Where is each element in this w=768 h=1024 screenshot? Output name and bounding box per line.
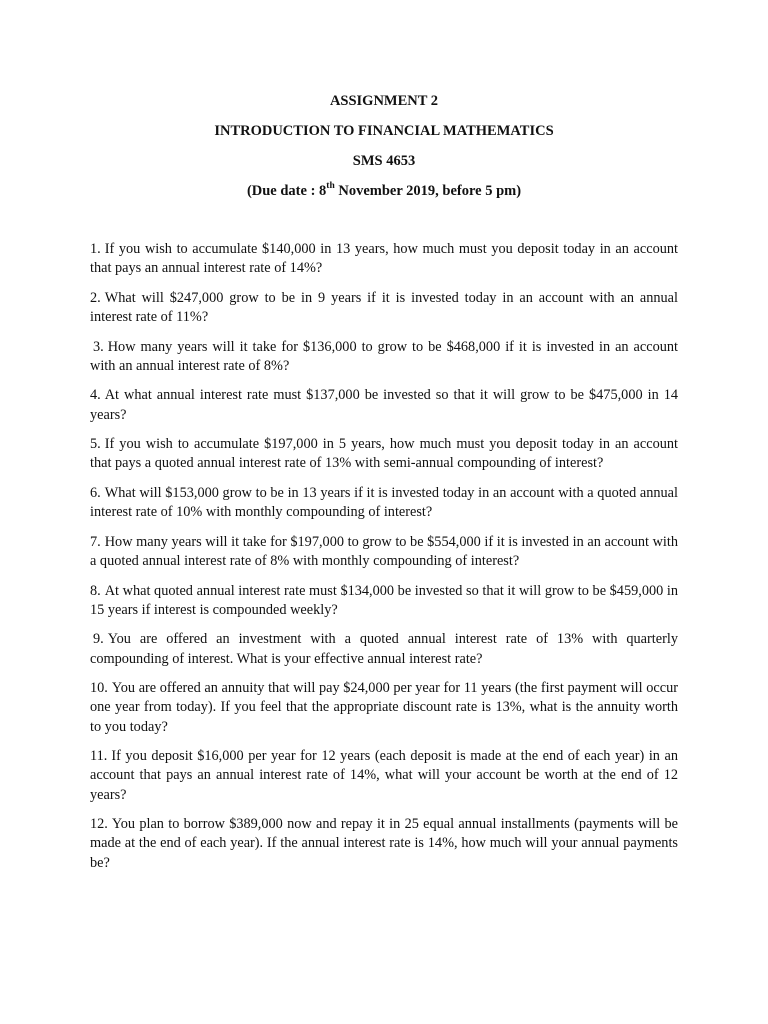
question-number: 11.	[90, 748, 108, 765]
question-text: You are offered an investment with a quoted annual interest rate of 13% with quarterly compounding of interest. What is your effective annual interest rate?	[90, 631, 678, 667]
question-item	[90, 582, 678, 620]
question-number: 5.	[90, 436, 101, 453]
question-text: What will $153,000 grow to be in 13 years if it is invested today in an account with a quoted annual interest rate of 10% with monthly compounding of interest?	[90, 484, 678, 521]
question-number: 4.	[90, 387, 101, 404]
question-item	[90, 747, 678, 805]
question-item	[90, 240, 678, 278]
question-text: If you wish to accumulate $140,000 in 13 years, how much must you deposit today in an account that pays an annual interest rate of 14%?	[90, 241, 678, 277]
assignment-header	[0, 92, 768, 212]
question-number: 7.	[90, 533, 101, 550]
question-number: 9.	[93, 631, 104, 648]
question-number: 3.	[93, 338, 104, 355]
question-item	[90, 815, 678, 873]
course-code: SMS 4653	[352, 153, 416, 169]
question-item	[90, 630, 678, 668]
question-item	[90, 484, 678, 522]
question-list	[90, 240, 678, 883]
question-number: 1.	[90, 241, 101, 257]
question-text: You are offered an annuity that will pay $24,000 per year for 11 years (the first payment will occur one year from today). If you feel that the appropriate discount rate is 13%, what is the annuity worth to you today?	[90, 680, 678, 735]
question-text: If you deposit $16,000 per year for 12 years (each deposit is made at the end of each year) in an account that pays an annual interest rate of 14%, what will your account be worth at the end of 12 years?	[90, 748, 678, 803]
assignment-title: ASSIGNMENT 2	[329, 93, 439, 109]
question-text: At what quoted annual interest rate must $134,000 be invested so that it will grow to be $459,000 in 15 years if interest is compounded weekly?	[90, 582, 678, 618]
question-text: If you wish to accumulate $197,000 in 5 years, how much must you deposit today in an account that pays a quoted annual interest rate of 13% with semi-annual compounding of interest?	[90, 436, 678, 472]
question-item	[90, 289, 678, 327]
question-item	[90, 679, 678, 737]
question-item	[90, 338, 678, 376]
question-number: 6.	[90, 484, 101, 501]
question-text: How many years will it take for $197,000 to grow to be $554,000 if it is invested in an account with a quoted annual interest rate of 8% with monthly compounding of interest?	[90, 533, 678, 569]
course-title: INTRODUCTION TO FINANCIAL MATHEMATICS	[214, 123, 554, 139]
due-date-superscript: th	[326, 181, 335, 192]
due-date	[0, 182, 768, 200]
due-date-prefix: (Due date : 8	[246, 183, 327, 199]
question-number: 10.	[90, 680, 108, 697]
question-item	[90, 386, 678, 424]
question-number: 2.	[90, 289, 101, 306]
due-date-suffix: November 2019, before 5 pm)	[334, 183, 522, 199]
question-number: 12.	[90, 816, 108, 833]
question-text: How many years will it take for $136,000 to grow to be $468,000 if it is invested in an account with an annual interest rate of 8%?	[90, 338, 678, 374]
question-text: What will $247,000 grow to be in 9 years if it is invested today in an account with an annual interest rate of 11%?	[90, 289, 678, 325]
question-text: At what annual interest rate must $137,000 be invested so that it will grow to be $475,000 in 14 years?	[90, 387, 678, 423]
question-text: You plan to borrow $389,000 now and repay it in 25 equal annual installments (payments will be made at the end of each year). If the annual interest rate is 14%, how much will your annual payments be?	[90, 816, 678, 871]
question-item	[90, 435, 678, 473]
question-item	[90, 533, 678, 571]
question-number: 8.	[90, 582, 101, 599]
